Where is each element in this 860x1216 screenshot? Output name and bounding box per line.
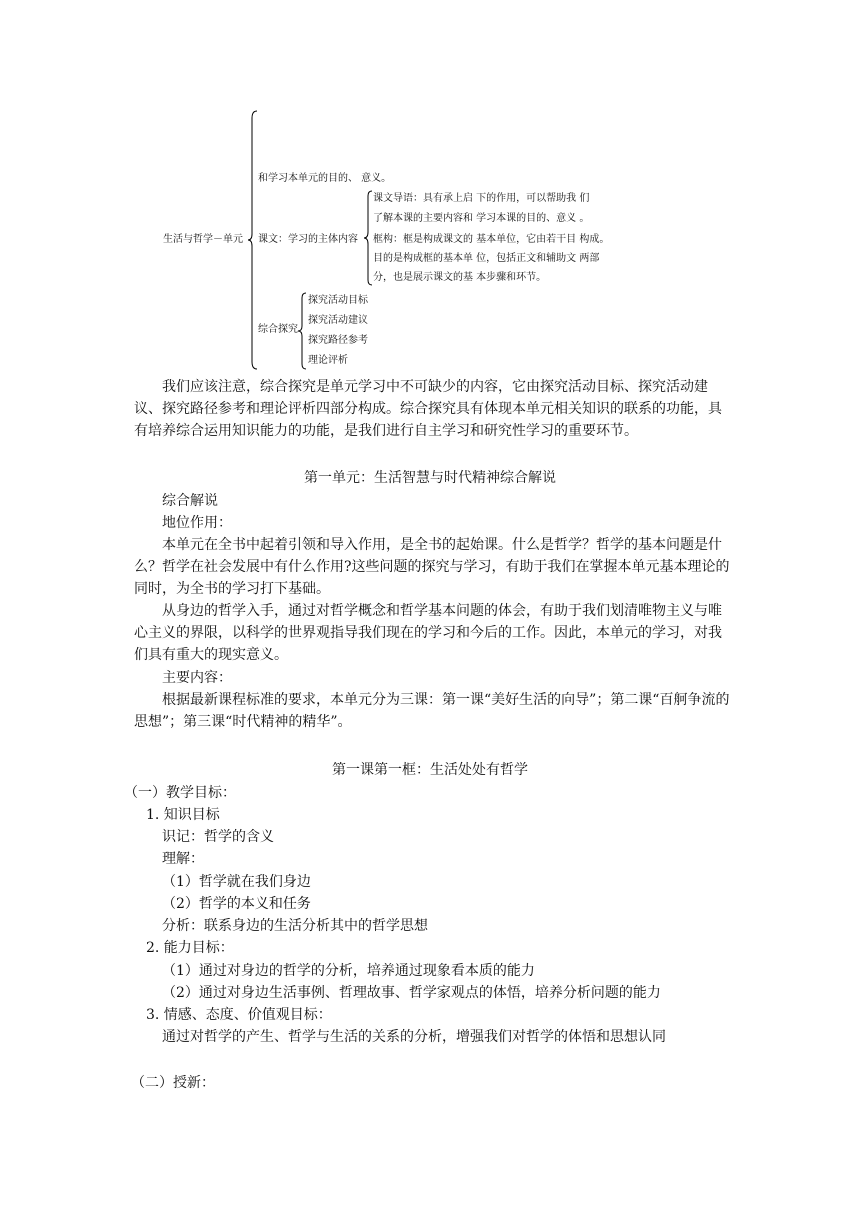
explore-brace: [298, 292, 308, 370]
ability-heading: 2. 能力目标：: [146, 940, 234, 956]
analysis-line: 分析：联系身边的生活分析其中的哲学思想: [162, 918, 428, 934]
diagram-root-label: 生活与哲学－单元: [163, 234, 243, 245]
position-label: 地位作用：: [162, 515, 232, 531]
ability-item: （1）通过对身边的哲学的分析，培养通过现象看本质的能力: [162, 963, 535, 979]
intro-paragraph: 我们应该注意，综合探究是单元学习中不可缺少的内容，它由探究活动目标、探究活动建议、探究路径参考和理论评析四部分构成。综合探究具有体现本单元相关知识的联系的功能，具有培养综合运用知识能力的功能，是我们进行自主学习和研究性学习的重要环节。: [134, 379, 722, 439]
unit-title: 第一单元：生活智慧与时代精神综合解说: [304, 470, 556, 486]
ability-item: （2）通过对身边生活事例、哲理故事、哲学家观点的体悟，培养分析问题的能力: [162, 985, 661, 1001]
knowledge-heading: 1. 知识目标: [146, 807, 220, 823]
content-label: 主要内容：: [162, 670, 232, 686]
objectives-heading: （一）教学目标：: [124, 785, 236, 801]
understand-line: 理解：: [162, 851, 204, 867]
overview-label: 综合解说: [162, 493, 218, 509]
emotion-text: 通过对哲学的产生、哲学与生活的关系的分析，增强我们对哲学的体悟和思想认同: [162, 1029, 666, 1045]
diagram-body-label: 课文：学习的主体内容: [258, 234, 358, 245]
recall-line: 识记：哲学的含义: [162, 829, 274, 845]
body-item: 课文导语：具有承上启 下的作用，可以帮助我 们: [373, 193, 590, 204]
understand-item: （2）哲学的本义和任务: [162, 896, 311, 912]
body-item: 目的是构成框的基本单 位，包括正文和辅助文 两部: [373, 253, 600, 264]
diagram-intro-line: 和学习本单元的目的、 意义。: [258, 173, 392, 184]
content-paragraph: 根据最新课程标准的要求，本单元分为三课：第一课“美好生活的向导”；第二课“百舸争流的思想”；第三课“时代精神的精华”。: [134, 692, 730, 730]
explore-item: 理论评析: [308, 355, 348, 366]
explore-item: 探究路径参考: [308, 335, 368, 346]
explore-item: 探究活动目标: [308, 295, 368, 306]
understand-item: （1）哲学就在我们身边: [162, 874, 311, 890]
emotion-heading: 3. 情感、态度、价值观目标：: [146, 1007, 332, 1023]
body-item: 分，也是展示课文的基 本步骤和环节。: [373, 272, 547, 283]
position-paragraph-2: 从身边的哲学入手，通过对哲学概念和哲学基本问题的体会，有助于我们划清唯物主义与唯心主义的界限，以科学的世界观指导我们现在的学习和今后的工作。因此，本单元的学习，对我们具有重大的现实意义。: [134, 603, 722, 663]
lesson-title: 第一课第一框：生活处处有哲学: [332, 762, 528, 778]
position-paragraph-1: 本单元在全书中起着引领和导入作用，是全书的起始课。什么是哲学？哲学的基本问题是什么？哲学在社会发展中有什么作用?这些问题的探究与学习，有助于我们在掌握本单元基本理论的同时，为全书的学习打下基础。: [134, 537, 730, 597]
explore-item: 探究活动建议: [308, 315, 368, 326]
new-lesson-heading: （二）授新：: [131, 1075, 215, 1091]
body-item: 框构：框是构成课文的 基本单位，它由若干目 构成。: [373, 234, 610, 245]
body-item: 了解本课的主要内容和 学习本课的目的、意义 。: [373, 213, 590, 224]
diagram-explore-label: 综合探究: [258, 324, 298, 335]
